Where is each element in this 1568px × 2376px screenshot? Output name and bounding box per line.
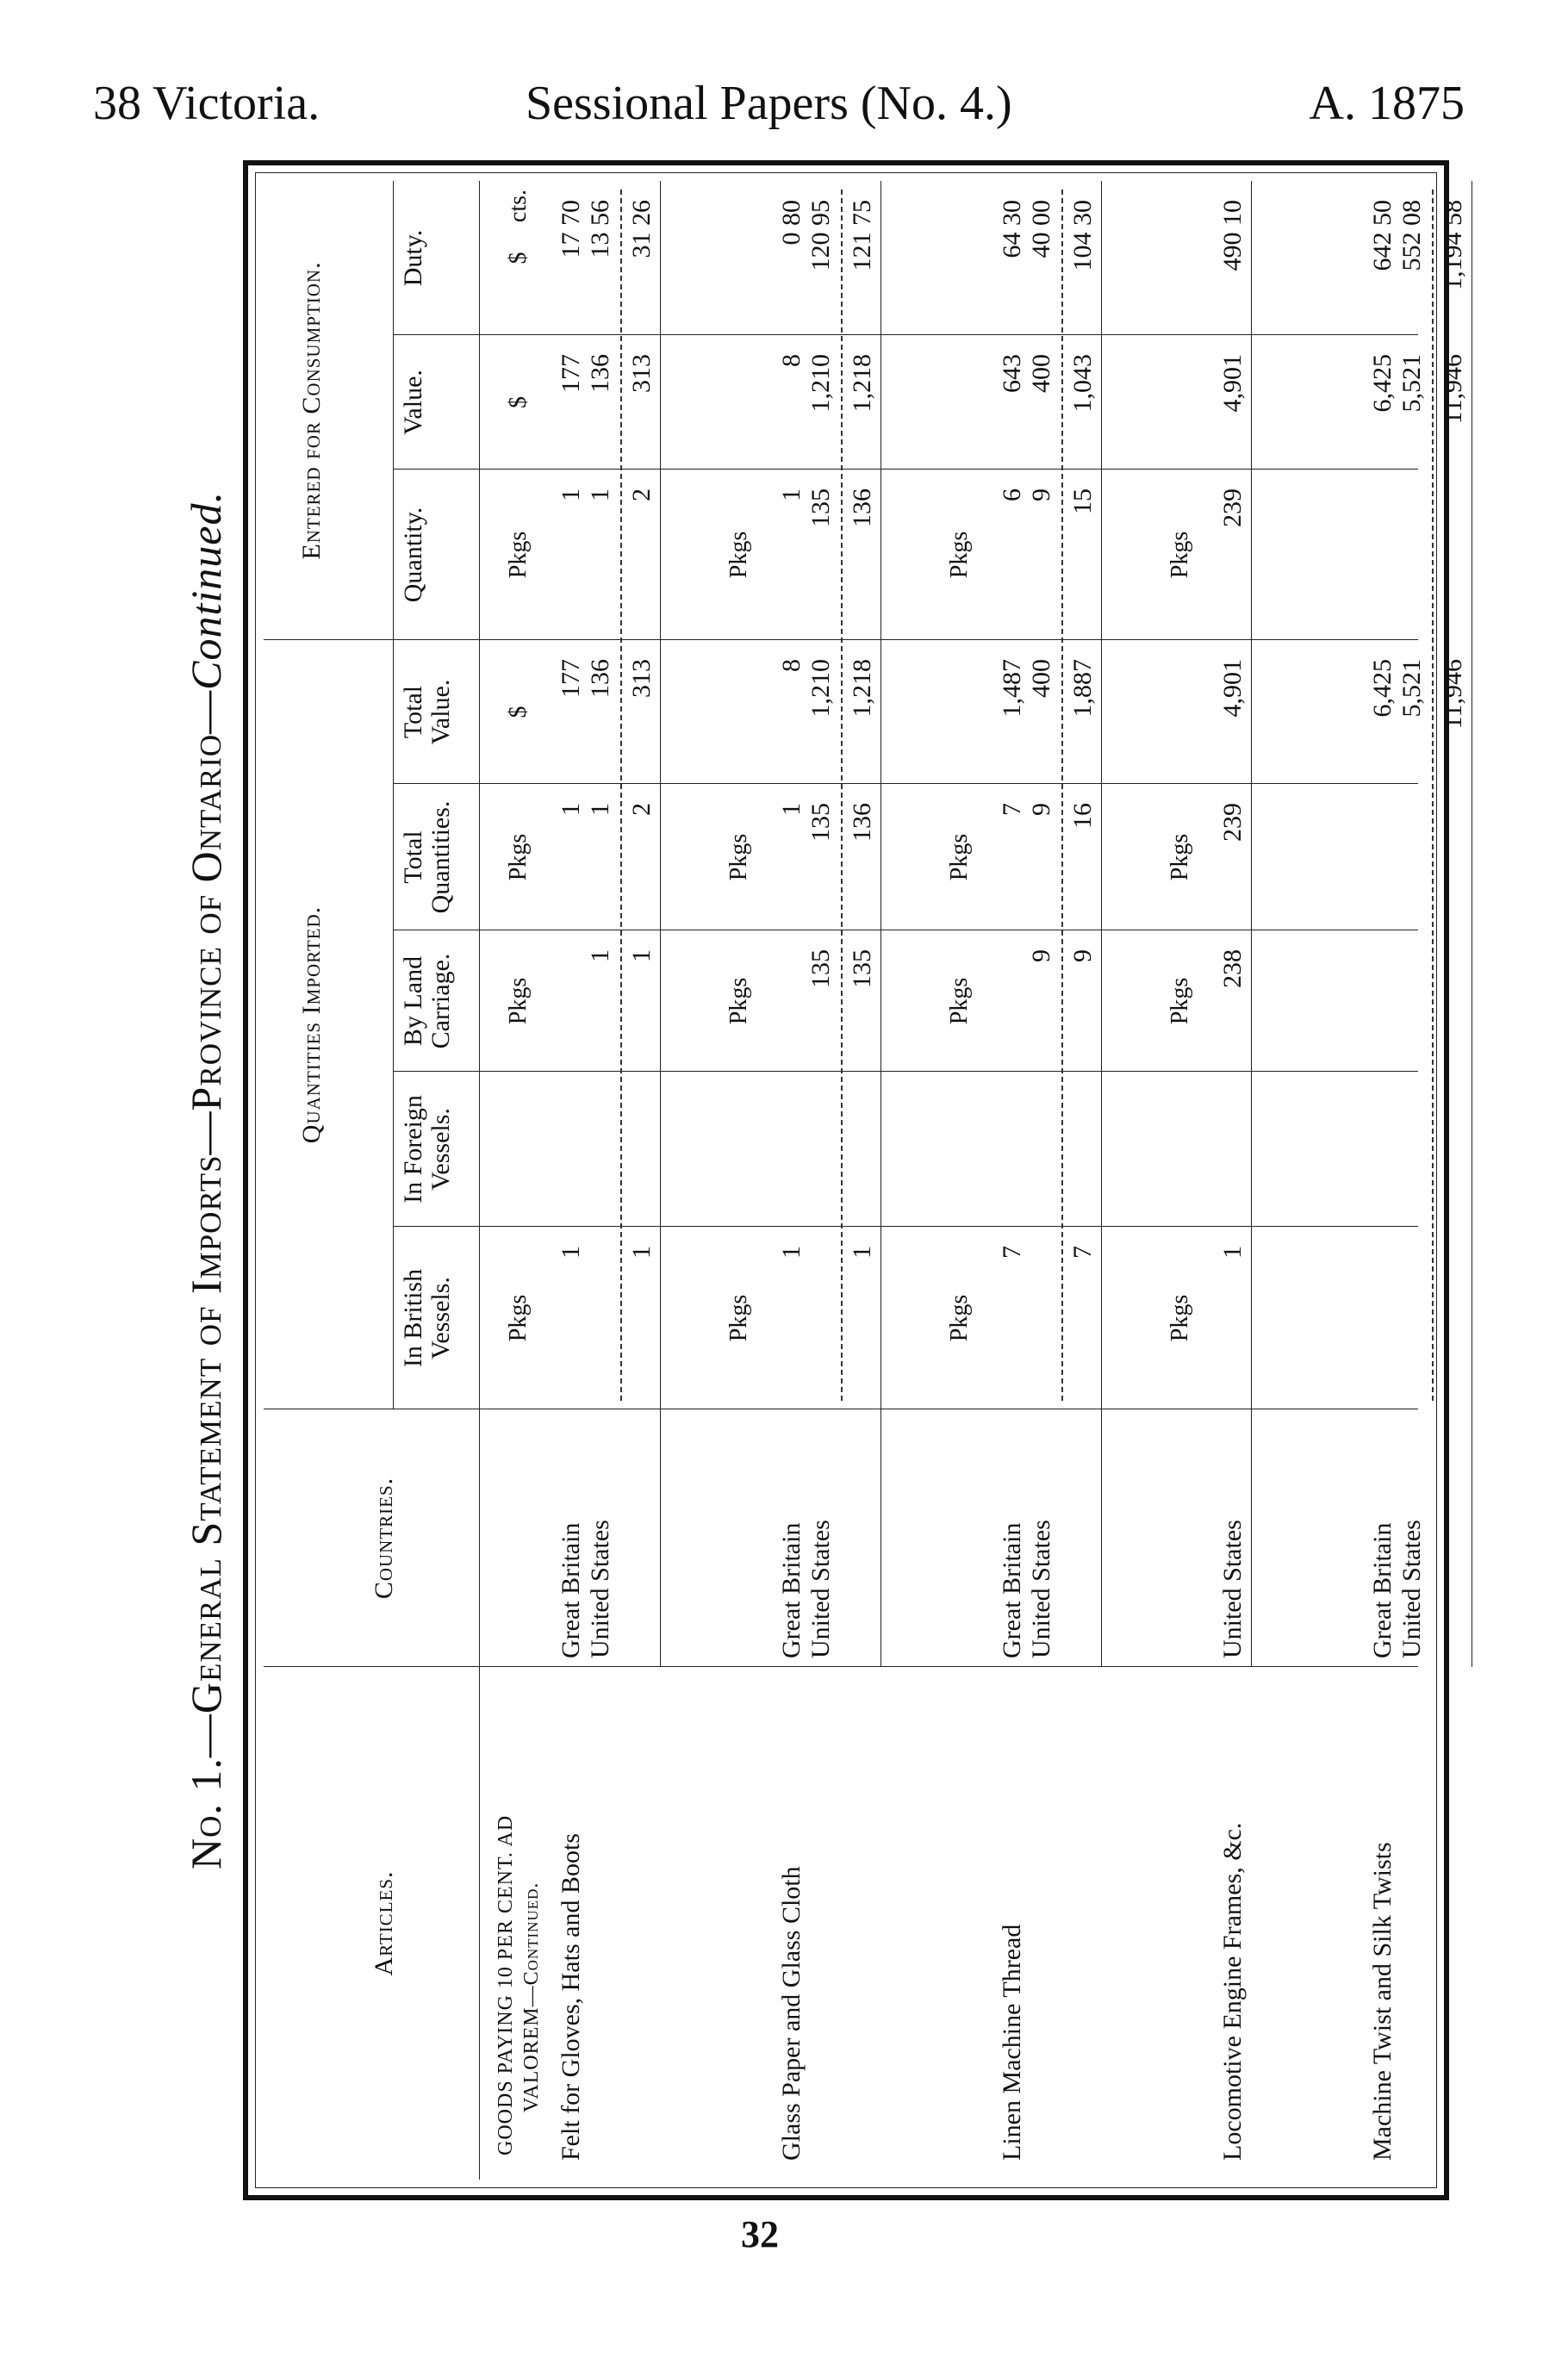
subtotal-total_value: 1,218 (848, 659, 876, 718)
subtotal-total_value: 1,887 (1068, 659, 1097, 718)
cell-duty: 64 30 (998, 200, 1026, 258)
subtotal-value: 1,043 (1068, 354, 1097, 413)
cell-value: 177 (557, 354, 585, 393)
group-bottom-rule (880, 181, 881, 1667)
cell-total_value: 4,901 (1218, 659, 1247, 718)
subtotal-qty: 2 (627, 488, 656, 501)
subtotal-total_qty: 16 (1068, 803, 1097, 829)
subtotal-land: 135 (848, 949, 876, 988)
section-heading-line1: GOODS PAYING 10 PER CENT. AD (495, 1814, 517, 2155)
unit-label-total_qty: Pkgs (1167, 833, 1193, 881)
group-header-rule (393, 181, 394, 640)
subtotal-rule (620, 190, 622, 1401)
cell-total_value: 400 (1027, 659, 1055, 698)
cell-total_value: 6,425 (1368, 659, 1397, 718)
cell-total_qty: 239 (1218, 803, 1247, 842)
cell-total_qty: 1 (586, 803, 614, 816)
unit-label-value: $ (505, 396, 532, 408)
subtotal-qty: 136 (848, 488, 876, 527)
cell-british: 1 (777, 1246, 806, 1259)
header-right: A. 1875 (1309, 77, 1465, 130)
subtotal-land: 9 (1068, 949, 1097, 962)
cell-land: 238 (1218, 949, 1247, 988)
cell-duty: 642 50 (1368, 200, 1397, 271)
subtotal-total_qty: 136 (848, 803, 876, 842)
subtotal-british: 7 (1068, 1246, 1097, 1259)
country-name: United States (586, 1520, 614, 1658)
cell-total_qty: 7 (998, 803, 1026, 816)
subtotal-land: 1 (627, 949, 656, 962)
header-in-foreign-vessels: In Foreign Vessels. (399, 1095, 455, 1204)
header-countries: Countries. (370, 1477, 399, 1600)
cell-total_value: 8 (777, 659, 806, 672)
header-by-land-carriage: By Land Carriage. (399, 953, 455, 1049)
group-bottom-rule (660, 181, 661, 1667)
country-name: United States (1218, 1520, 1247, 1658)
subtotal-british: 1 (848, 1246, 876, 1259)
table-title-main: No. 1.—General Statement of Imports—Province of Ontario— (182, 689, 230, 1870)
unit-label-qty: Pkgs (946, 531, 973, 579)
column-divider (393, 1226, 1418, 1227)
cell-british: 1 (557, 1246, 585, 1259)
section-heading-line2: VALOREM—Continued. (520, 1882, 543, 2112)
subtotal-total_qty: 2 (627, 803, 656, 816)
group-bottom-rule (1101, 181, 1102, 1667)
country-name: United States (1027, 1520, 1055, 1658)
subtotal-value: 313 (627, 354, 656, 393)
subtotal-qty: 15 (1068, 488, 1097, 514)
cell-duty: 40 00 (1027, 200, 1055, 258)
group-bottom-rule (1251, 181, 1252, 1667)
country-name: Great Britain (777, 1522, 806, 1658)
unit-label-british: Pkgs (505, 1294, 532, 1342)
cell-duty: 13 56 (586, 200, 614, 258)
cell-land: 1 (586, 949, 614, 962)
country-name: United States (806, 1520, 835, 1658)
cell-value: 4,901 (1218, 354, 1247, 413)
cell-total_value: 136 (586, 659, 614, 698)
country-name: Great Britain (557, 1522, 585, 1658)
cell-qty: 1 (557, 488, 585, 501)
article-name: Glass Paper and Glass Cloth (777, 1866, 806, 2161)
cell-total_qty: 9 (1027, 803, 1055, 816)
subtotal-duty: 31 26 (627, 200, 656, 258)
header-bottom-rule (479, 181, 480, 2180)
cell-total_qty: 135 (806, 803, 835, 842)
unit-label-duty: $ (505, 252, 532, 264)
cell-duty: 552 08 (1397, 200, 1426, 271)
cell-duty: 120 95 (806, 200, 835, 271)
article-name: Felt for Gloves, Hats and Boots (557, 1833, 585, 2161)
subtotal-duty: 121 75 (848, 200, 876, 271)
unit-label-qty: Pkgs (1167, 531, 1193, 579)
group-header-rule (393, 640, 394, 1409)
cell-value: 643 (998, 354, 1026, 393)
subtotal-value: 1,218 (848, 354, 876, 413)
unit-label-qty: Pkgs (505, 531, 532, 579)
table-title-continued: Continued. (182, 491, 230, 690)
cell-qty: 1 (777, 488, 806, 501)
column-divider (393, 334, 1418, 335)
unit-label-total_qty: Pkgs (946, 833, 973, 881)
unit-label-qty: Pkgs (725, 531, 752, 579)
subtotal-duty: 104 30 (1068, 200, 1097, 271)
header-center: Sessional Papers (No. 4.) (526, 77, 1012, 130)
article-name: Locomotive Engine Frames, &c. (1218, 1822, 1247, 2161)
subtotal-total_value: 313 (627, 659, 656, 698)
unit-label-total_qty: Pkgs (725, 833, 752, 881)
subtotal-rule (841, 190, 843, 1401)
cell-total_value: 1,487 (998, 659, 1026, 718)
cell-value: 5,521 (1397, 354, 1426, 413)
column-divider (393, 783, 1418, 784)
header-total-quantities: Total Quantities. (399, 800, 455, 914)
header-entered-for-consumption: Entered for Consumption. (297, 261, 326, 560)
subtotal-british: 1 (627, 1246, 656, 1259)
cell-qty: 135 (806, 488, 835, 527)
subtotal-rule (1432, 190, 1434, 1401)
header-quantities-imported: Quantities Imported. (297, 905, 326, 1144)
header-duty: Duty. (399, 229, 427, 287)
header-value: Value. (399, 370, 427, 435)
cell-qty: 1 (586, 488, 614, 501)
table-title (181, 181, 231, 2180)
cell-duty: 0 80 (777, 200, 806, 246)
rotated-table (182, 181, 1467, 2180)
cell-value: 1,210 (806, 354, 835, 413)
subtotal-rule (1061, 190, 1063, 1401)
cell-value: 6,425 (1368, 354, 1397, 413)
header-quantity: Quantity. (399, 507, 427, 603)
header-articles: Articles. (370, 1870, 399, 1976)
subtotal-value: 11,946 (1439, 354, 1467, 425)
subtotal-total_value: 11,946 (1439, 659, 1467, 730)
cell-value: 8 (777, 354, 806, 367)
unit-label-total_qty: Pkgs (505, 833, 532, 881)
article-name: Linen Machine Thread (998, 1924, 1026, 2161)
cell-value: 400 (1027, 354, 1055, 393)
cell-total_qty: 1 (557, 803, 585, 816)
column-divider (393, 469, 1418, 470)
cell-british: 1 (1218, 1246, 1247, 1259)
article-name: Machine Twist and Silk Twists (1368, 1842, 1397, 2161)
cell-qty: 239 (1218, 488, 1247, 527)
page-number: 32 (741, 2213, 779, 2255)
unit-label-cts: cts. (505, 190, 532, 223)
country-name: Great Britain (998, 1522, 1026, 1658)
unit-label-land: Pkgs (725, 977, 752, 1025)
country-name: United States (1397, 1520, 1426, 1658)
cell-total_value: 177 (557, 659, 585, 698)
header-total-value: Total Value. (399, 679, 455, 745)
unit-label-british: Pkgs (946, 1294, 973, 1342)
unit-label-british: Pkgs (1167, 1294, 1193, 1342)
cell-british: 7 (998, 1246, 1026, 1259)
unit-label-british: Pkgs (725, 1294, 752, 1342)
cell-duty: 490 10 (1218, 200, 1247, 271)
header-in-british-vessels: In British Vessels. (399, 1268, 455, 1368)
column-divider (393, 1071, 1418, 1072)
cell-total_qty: 1 (777, 803, 806, 816)
unit-label-land: Pkgs (946, 977, 973, 1025)
cell-duty: 17 70 (557, 200, 585, 258)
cell-qty: 9 (1027, 488, 1055, 501)
cell-land: 135 (806, 949, 835, 988)
cell-land: 9 (1027, 949, 1055, 962)
subtotal-duty: 1,194 58 (1439, 200, 1467, 290)
cell-total_value: 1,210 (806, 659, 835, 718)
header-left: 38 Victoria. (93, 77, 320, 130)
country-name: Great Britain (1368, 1522, 1397, 1658)
unit-label-total_value: $ (505, 706, 532, 718)
cell-value: 136 (586, 354, 614, 393)
unit-label-land: Pkgs (1167, 977, 1193, 1025)
cell-total_value: 5,521 (1397, 659, 1426, 718)
unit-label-land: Pkgs (505, 977, 532, 1025)
cell-qty: 6 (998, 488, 1026, 501)
